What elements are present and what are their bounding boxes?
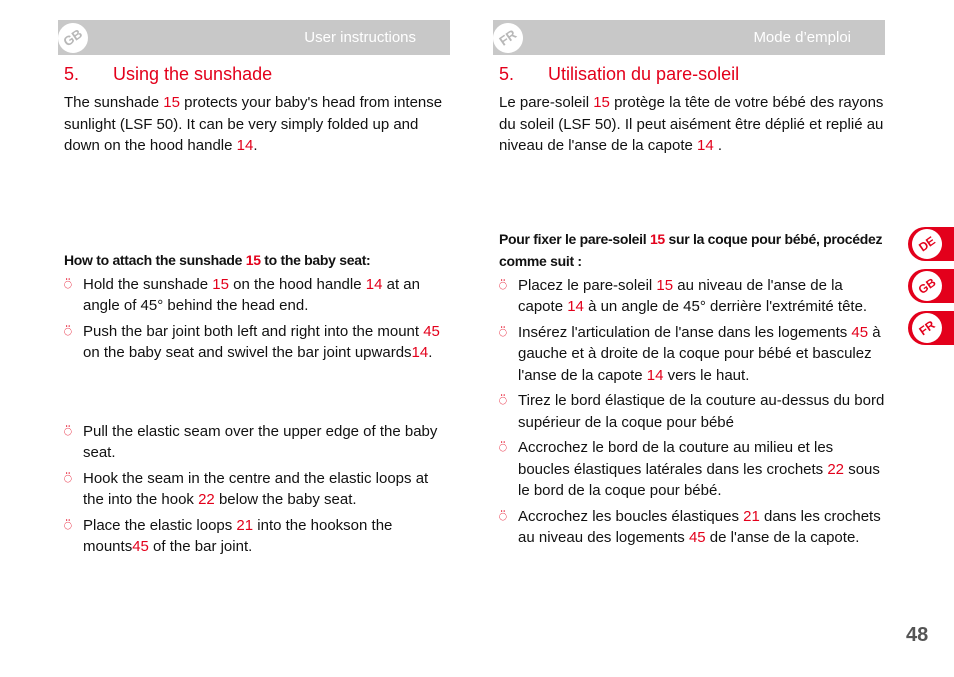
language-badge-gb: GB: [52, 17, 94, 59]
part-reference-number: 14: [365, 275, 383, 293]
part-reference-number: 15: [656, 276, 674, 294]
part-reference-number: 45: [423, 322, 440, 340]
language-tab-gb[interactable]: [908, 269, 954, 303]
part-reference-number: 22: [827, 460, 845, 478]
part-reference-number: 15: [593, 94, 610, 111]
attach-heading: [499, 228, 885, 272]
step-arrow-icon: ⍥: [499, 324, 507, 340]
part-reference-number: 14: [567, 298, 584, 315]
instruction-step: [499, 390, 885, 433]
part-reference-number: 21: [236, 516, 254, 534]
text-segment: protects your baby's head from intense sunlight (LSF 50). It can be very simply folded up and down on the hood handle: [64, 94, 443, 154]
text-segment: Pull the elastic seam over the upper edge of the baby seat.: [83, 422, 438, 461]
text-segment: à un angle de 45° derrière l'extrémité tête.: [583, 298, 868, 315]
text-segment: au niveau de l'anse de la capote: [518, 276, 843, 315]
steps-group-b: [499, 390, 885, 549]
part-reference-number: 15: [212, 275, 229, 293]
text-segment: .: [253, 137, 258, 154]
section-title: Using the sunshade: [113, 64, 273, 84]
instruction-step: [499, 275, 885, 318]
part-reference-number: 45: [688, 529, 706, 546]
instruction-step: [499, 322, 885, 387]
instruction-step: [64, 274, 450, 317]
instruction-step: [64, 468, 450, 511]
section-heading: [64, 64, 450, 85]
text-segment: Accrochez les boucles élastiques: [518, 507, 744, 525]
part-reference-number: 14: [411, 344, 429, 361]
text-segment: de l'anse de la capote.: [705, 529, 860, 546]
steps-group-a: [499, 275, 885, 387]
language-badge-fr: FR: [487, 17, 529, 59]
page-number: 48: [906, 624, 929, 646]
part-reference-number: 45: [132, 538, 149, 555]
part-reference-number: 14: [646, 366, 664, 384]
instruction-step: [64, 321, 450, 364]
part-reference-number: 21: [743, 507, 760, 525]
steps-group-a: [64, 274, 450, 364]
section-heading: [499, 64, 885, 85]
text-segment: Le pare-soleil: [499, 94, 594, 111]
text-segment: dans les crochets au niveau des logements: [518, 507, 881, 546]
text-segment: Push the bar joint both left and right into the mount: [83, 322, 424, 340]
text-segment: on the baby seat and swivel the bar joint upwards: [83, 344, 412, 361]
text-segment: .: [428, 344, 433, 361]
section-header-bar: [58, 20, 450, 55]
step-arrow-icon: ⍥: [499, 393, 507, 408]
instruction-step: [64, 515, 450, 558]
instruction-step: [64, 421, 450, 464]
language-tab-label: GB: [906, 265, 948, 307]
section-number: 5.: [64, 64, 80, 84]
text-segment: at an angle of 45° behind the head end.: [83, 275, 420, 314]
text-segment: of the bar joint.: [148, 538, 253, 555]
text-segment: Place the elastic loops: [83, 516, 237, 534]
language-tab-label: DE: [906, 223, 948, 265]
part-reference-number: 15: [163, 94, 180, 111]
language-tab-fr[interactable]: [908, 311, 954, 345]
text-segment: to the baby seat:: [260, 251, 371, 268]
part-reference-number: 15: [245, 251, 261, 268]
step-arrow-icon: ⍥: [499, 440, 507, 455]
header-title: User instructions: [304, 29, 416, 46]
text-segment: into the hookson the mounts: [83, 516, 393, 555]
intro-paragraph: [64, 92, 450, 157]
text-segment: below the baby seat.: [214, 491, 357, 508]
part-reference-number: 15: [649, 230, 665, 247]
instruction-step: [499, 437, 885, 502]
text-segment: How to attach the sunshade: [64, 251, 246, 268]
language-tab-label: FR: [906, 307, 948, 349]
section-title: Utilisation du pare-soleil: [548, 64, 740, 84]
french-column: [496, 20, 885, 553]
text-segment: Pour fixer le pare-soleil: [499, 230, 650, 247]
text-segment: Hook the seam in the centre and the elastic loops at the into the hook: [83, 469, 429, 508]
steps-group-b: [64, 421, 450, 558]
text-segment: à gauche et à droite de la coque pour bébé et basculez l'anse de la capote: [518, 323, 881, 384]
part-reference-number: 22: [198, 491, 215, 508]
text-segment: Tirez le bord élastique de la couture au-dessus du bord supérieur de la coque pour bébé: [518, 392, 885, 431]
part-reference-number: 14: [697, 137, 714, 154]
text-segment: vers le haut.: [663, 366, 750, 384]
section-header-bar: [493, 20, 885, 55]
text-segment: Insérez l'articulation de l'anse dans les logements: [518, 323, 852, 341]
text-segment: sur la coque pour bébé, procédez comme suit :: [499, 230, 883, 269]
step-arrow-icon: ⍥: [499, 508, 507, 524]
intro-paragraph: [499, 92, 885, 157]
step-arrow-icon: ⍥: [64, 517, 72, 533]
step-arrow-icon: ⍥: [64, 276, 72, 292]
step-arrow-icon: ⍥: [499, 277, 507, 293]
text-segment: The sunshade: [64, 94, 164, 111]
part-reference-number: 45: [851, 323, 869, 341]
text-segment: on the hood handle: [228, 275, 366, 293]
instruction-step: [499, 506, 885, 549]
header-title: Mode d’emploi: [753, 29, 851, 46]
text-segment: sous le bord de la coque pour bébé.: [518, 460, 880, 499]
step-arrow-icon: ⍥: [64, 323, 72, 339]
text-segment: Placez le pare-soleil: [518, 276, 657, 294]
step-arrow-icon: ⍥: [64, 470, 72, 486]
step-arrow-icon: ⍥: [64, 423, 72, 439]
english-column: [60, 20, 450, 562]
section-number: 5.: [499, 64, 515, 84]
text-segment: Accrochez le bord de la couture au milieu et les boucles élastiques latérales dans les crochets: [518, 439, 834, 478]
language-tab-de[interactable]: [908, 227, 954, 261]
text-segment: protège la tête de votre bébé des rayons du soleil (LSF 50). Il peut aisément être déplié et replié au niveau de l'anse de la capote: [499, 94, 884, 154]
part-reference-number: 14: [236, 137, 254, 154]
text-segment: Hold the sunshade: [83, 275, 213, 293]
attach-heading: [64, 249, 450, 271]
text-segment: .: [713, 137, 723, 154]
